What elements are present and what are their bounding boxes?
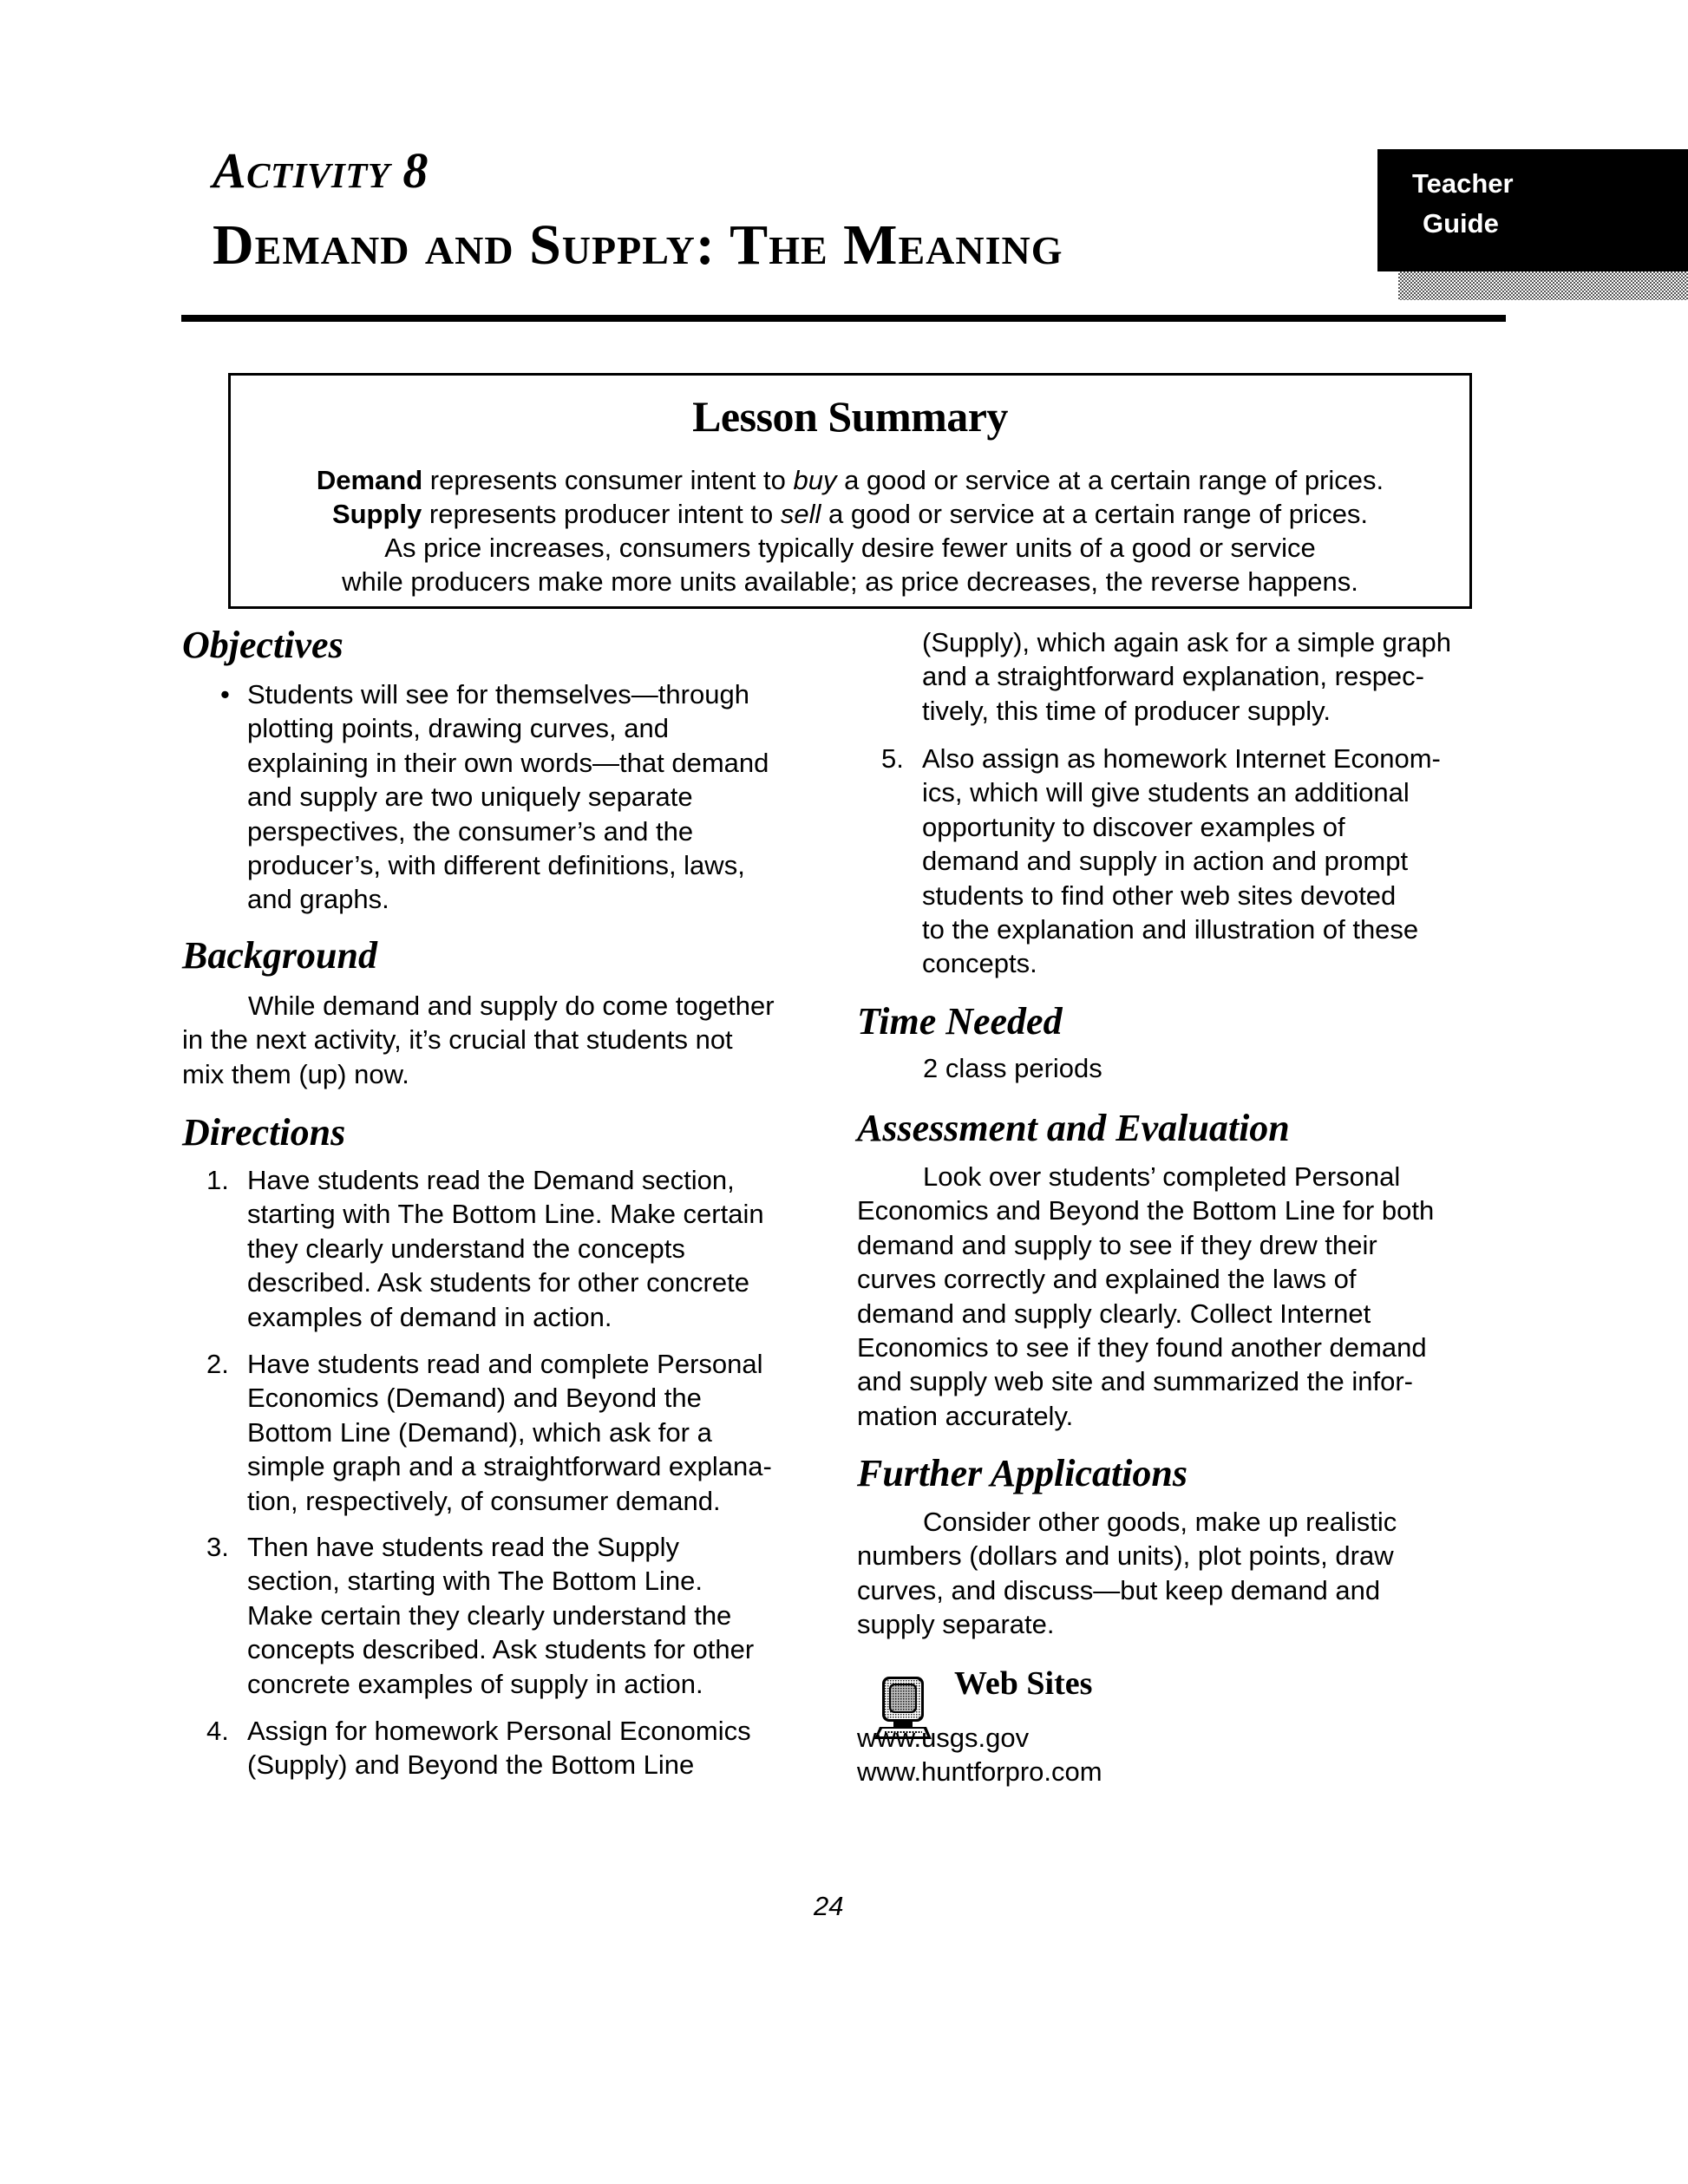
text-line: Assign for homework Personal Economics	[247, 1716, 751, 1746]
directions-item-text	[247, 1714, 815, 1782]
text-line: 2 class periods	[923, 1053, 1102, 1083]
objectives-text	[247, 677, 815, 917]
list-number: 4.	[206, 1716, 229, 1746]
summary-line-4: while producers make more units available; as price decreases, the reverse happens.	[342, 566, 1358, 597]
text-line: opportunity to discover examples of	[922, 811, 1345, 842]
tab-shadow-pattern	[1398, 271, 1688, 300]
text-line: perspectives, the consumer’s and the	[247, 815, 694, 847]
text-line: Bottom Line (Demand), which ask for a	[247, 1416, 712, 1448]
text-line: they clearly understand the concepts	[247, 1233, 685, 1264]
time-needed-heading: Time Needed	[857, 1000, 1063, 1043]
text-line: tion, respectively, of consumer demand.	[247, 1485, 721, 1516]
text-line: Make certain they clearly understand the	[247, 1599, 732, 1631]
summary-text: a good or service at a certain range of prices.	[836, 465, 1384, 495]
lesson-summary-box	[228, 373, 1472, 609]
text-line: (Supply) and Beyond the Bottom Line	[247, 1749, 695, 1781]
further-applications-paragraph	[857, 1505, 1490, 1642]
time-needed-text	[857, 1051, 1490, 1085]
list-number: 2.	[206, 1349, 229, 1379]
text-line: ics, which will give students an additional	[922, 777, 1410, 808]
text-line: explaining in their own words—that demand	[247, 747, 769, 778]
summary-text: represents consumer intent to	[422, 465, 794, 495]
text-line: and graphs.	[247, 884, 389, 915]
summary-text: a good or service at a certain range of prices.	[821, 499, 1369, 529]
directions-item-4-continued	[857, 625, 1490, 728]
text-line: tively, this time of producer supply.	[922, 695, 1331, 726]
directions-heading: Directions	[182, 1111, 346, 1154]
text-line: numbers (dollars and units), plot points, draw	[857, 1540, 1394, 1572]
directions-item-text	[247, 1347, 815, 1518]
directions-item-text	[922, 625, 1490, 728]
directions-item-4	[182, 1714, 815, 1782]
web-sites-heading: Web Sites	[954, 1665, 1093, 1702]
directions-item-2	[182, 1347, 815, 1518]
text-line: mix them (up) now.	[182, 1058, 409, 1089]
text-line: described. Ask students for other concrete	[247, 1267, 749, 1298]
objectives-bullet-item	[182, 677, 815, 917]
text-line: producer’s, with different definitions, laws,	[247, 850, 745, 881]
list-number: 1.	[206, 1165, 229, 1195]
page-number: 24	[814, 1891, 844, 1921]
assessment-heading: Assessment and Evaluation	[857, 1107, 1290, 1149]
summary-term-demand: Demand	[316, 465, 423, 495]
summary-line-supply	[231, 500, 1469, 527]
text-line: demand and supply to see if they drew their	[857, 1229, 1377, 1260]
further-applications-heading: Further Applications	[857, 1452, 1188, 1494]
text-line: examples of demand in action.	[247, 1301, 612, 1332]
text-line: concepts.	[922, 948, 1037, 979]
text-line: demand and supply clearly. Collect Internet	[857, 1298, 1371, 1329]
directions-item-text	[247, 1163, 815, 1334]
bullet-icon: •	[220, 679, 230, 709]
text-line: Look over students’ completed Personal	[923, 1161, 1401, 1192]
list-number: 3.	[206, 1532, 229, 1562]
assessment-paragraph	[857, 1160, 1490, 1433]
text-line: concrete examples of supply in action.	[247, 1668, 703, 1699]
text-line: Economics to see if they found another demand	[857, 1332, 1427, 1363]
list-number: 5.	[881, 743, 904, 774]
text-line: Have students read the Demand section,	[247, 1165, 735, 1195]
activity-label: Activity 8	[213, 142, 429, 199]
text-line: curves, and discuss—but keep demand and	[857, 1574, 1381, 1605]
text-line: plotting points, drawing curves, and	[247, 713, 669, 744]
text-line: Students will see for themselves—through	[247, 679, 749, 709]
text-line: Economics (Demand) and Beyond the	[247, 1383, 702, 1414]
summary-emphasis: buy	[793, 465, 837, 495]
teacher-guide-tab-line1: Teacher	[1412, 168, 1514, 199]
text-line: simple graph and a straightforward explana-	[247, 1451, 772, 1482]
text-line: While demand and supply do come together	[248, 991, 775, 1021]
summary-line-demand	[231, 467, 1469, 494]
text-line: Then have students read the Supply	[247, 1532, 680, 1562]
background-heading: Background	[182, 934, 377, 977]
text-line: Consider other goods, make up realistic	[923, 1507, 1397, 1537]
text-line: and a straightforward explanation, respec-	[922, 661, 1424, 692]
directions-item-3	[182, 1530, 815, 1701]
directions-item-5	[857, 742, 1490, 981]
text-line: concepts described. Ask students for other	[247, 1634, 755, 1665]
teacher-guide-tab	[1377, 149, 1688, 271]
teacher-guide-tab-line2: Guide	[1423, 208, 1499, 239]
text-line: and supply web site and summarized the infor-	[857, 1366, 1413, 1397]
text-line: curves correctly and explained the laws of	[857, 1264, 1357, 1295]
text-line: students to find other web sites devoted	[922, 879, 1397, 911]
directions-item-text	[922, 742, 1490, 981]
summary-line-3: As price increases, consumers typically desire fewer units of a good or service	[384, 533, 1316, 563]
directions-item-text	[247, 1530, 815, 1701]
header-rule	[181, 315, 1506, 322]
text-line: (Supply), which again ask for a simple graph	[922, 627, 1451, 657]
web-link-usgs[interactable]: www.usgs.gov	[857, 1723, 1030, 1753]
text-line: supply separate.	[857, 1609, 1055, 1640]
text-line: and supply are two uniquely separate	[247, 781, 693, 813]
summary-term-supply: Supply	[331, 499, 422, 529]
text-line: Have students read and complete Personal	[247, 1349, 763, 1379]
objectives-heading: Objectives	[182, 624, 343, 666]
text-line: in the next activity, it’s crucial that students not	[182, 1024, 733, 1056]
directions-item-1	[182, 1163, 815, 1334]
page-title: Demand and Supply: The Meaning	[213, 213, 1063, 277]
text-line: Economics and Beyond the Bottom Line for both	[857, 1195, 1435, 1226]
text-line: mation accurately.	[857, 1400, 1074, 1431]
lesson-summary-title: Lesson Summary	[692, 392, 1008, 441]
text-line: section, starting with The Bottom Line.	[247, 1566, 703, 1597]
text-line: starting with The Bottom Line. Make certain	[247, 1199, 764, 1230]
summary-emphasis: sell	[780, 499, 821, 529]
summary-text: represents producer intent to	[422, 499, 781, 529]
web-link-huntforpro[interactable]: www.huntforpro.com	[857, 1756, 1102, 1787]
background-paragraph	[182, 989, 815, 1091]
text-line: to the explanation and illustration of these	[922, 914, 1419, 945]
text-line: demand and supply in action and prompt	[922, 846, 1409, 877]
text-line: Also assign as homework Internet Econom-	[922, 743, 1441, 774]
